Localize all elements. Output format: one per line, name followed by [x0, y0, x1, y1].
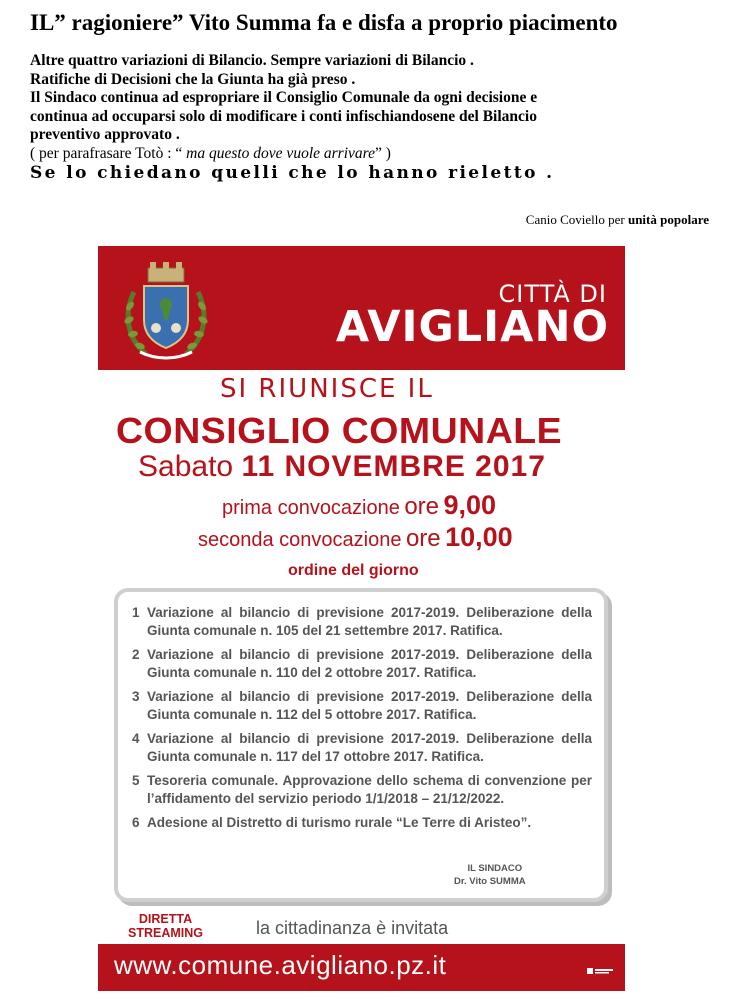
agenda-item-text: Tesoreria comunale. Approvazione dello schema di convenzione per l’affidamento del servizio periodo 1/1/2018 – 21/12/2022.	[147, 773, 592, 806]
article-headline: IL” ragioniere” Vito Summa fa e disfa a proprio piacimento	[30, 10, 618, 35]
agenda-box	[114, 588, 608, 902]
agenda-item	[132, 688, 592, 724]
note-quote: ma questo dove vuole arrivare	[186, 144, 375, 162]
article-signature	[526, 212, 709, 228]
agenda-item-number: 6	[132, 815, 140, 830]
signature-author: Canio Coviello per	[525, 212, 628, 227]
second-call-ore: ore	[405, 525, 441, 552]
second-call	[198, 522, 513, 553]
streaming-line: STREAMING	[128, 926, 203, 940]
agenda-item	[132, 772, 592, 808]
article	[30, 8, 710, 183]
agenda-item-text: Variazione al bilancio di previsione 2017-2019. Deliberazione della Giunta comunale n. 117 del 17 ottobre 2017. Ratifica.	[147, 731, 592, 764]
agenda-item-number: 5	[132, 773, 140, 788]
date-rest: 11 NOVEMBRE 2017	[241, 450, 546, 483]
note-suffix: ” )	[374, 144, 391, 162]
first-call-time: 9,00	[443, 490, 497, 520]
second-call-time: 10,00	[445, 522, 513, 552]
poster-header	[98, 246, 625, 370]
first-call	[222, 490, 496, 521]
agenda-item-number: 3	[132, 689, 140, 704]
article-line: Il Sindaco continua ad espropriare il Consiglio Comunale da ogni decisione e	[30, 89, 538, 106]
agenda-item	[132, 814, 592, 832]
agenda-item-number: 4	[132, 731, 140, 746]
agenda-heading: ordine del giorno	[288, 562, 419, 579]
article-body	[30, 52, 710, 145]
city-crest-icon	[120, 258, 212, 364]
toto-quote-note	[30, 145, 710, 163]
agenda-item	[132, 646, 592, 682]
city-name: AVIGLIANO	[335, 302, 609, 352]
live-streaming-label	[128, 912, 203, 940]
mayor-name: Dr. Vito SUMMA	[454, 876, 526, 887]
website-url: www.comune.avigliano.pz.it	[114, 950, 447, 980]
city-prefix: CITTÀ DI	[498, 280, 607, 308]
agenda-item	[132, 730, 592, 766]
agenda-list	[132, 604, 592, 838]
mayor-signature	[454, 862, 526, 888]
article-line: preventivo approvato .	[30, 126, 180, 143]
agenda-item	[132, 604, 592, 640]
agenda-item-text: Adesione al Distretto di turismo rurale “Le Terre di Aristeo”.	[147, 815, 532, 830]
council-poster	[98, 246, 625, 991]
agenda-item-text: Variazione al bilancio di previsione 2017-2019. Deliberazione della Giunta comunale n. 105 del 21 settembre 2017. Ratifica.	[147, 605, 592, 638]
mayor-title: IL SINDACO	[467, 863, 523, 874]
article-line: continua ad occuparsi solo di modificare i conti infischiandosene del Bilancio	[30, 107, 537, 125]
article-closing-line: Se lo chiedano quelli che lo hanno rieletto .	[30, 162, 555, 183]
signature-org: unità popolare	[627, 212, 709, 227]
invitation-text: la cittadinanza è invitata	[256, 918, 449, 938]
article-line: Altre quattro variazioni di Bilancio. Sempre variazioni di Bilancio .	[30, 52, 474, 69]
article-line: Ratifiche di Decisioni che la Giunta ha già preso .	[30, 70, 356, 88]
date-day: Sabato	[138, 450, 234, 483]
agenda-item-number: 2	[132, 647, 140, 662]
poster-footer	[98, 944, 625, 991]
second-call-label: seconda convocazione	[198, 529, 402, 551]
si-riunisce-text: SI RIUNISCE IL	[220, 374, 434, 404]
poster-title: CONSIGLIO COMUNALE	[116, 410, 563, 451]
agenda-item-number: 1	[132, 605, 140, 620]
diretta-line: DIRETTA	[138, 912, 193, 926]
printer-logo-icon	[587, 966, 613, 976]
agenda-item-text: Variazione al bilancio di previsione 2017-2019. Deliberazione della Giunta comunale n. 112 del 5 ottobre 2017. Ratifica.	[147, 689, 592, 722]
agenda-item-text: Variazione al bilancio di previsione 2017-2019. Deliberazione della Giunta comunale n. 110 del 2 ottobre 2017. Ratifica.	[147, 647, 592, 680]
first-call-ore: ore	[404, 493, 440, 520]
meeting-date	[138, 450, 546, 484]
note-prefix: ( per parafrasare Totò : “	[30, 144, 187, 162]
first-call-label: prima convocazione	[222, 497, 400, 519]
